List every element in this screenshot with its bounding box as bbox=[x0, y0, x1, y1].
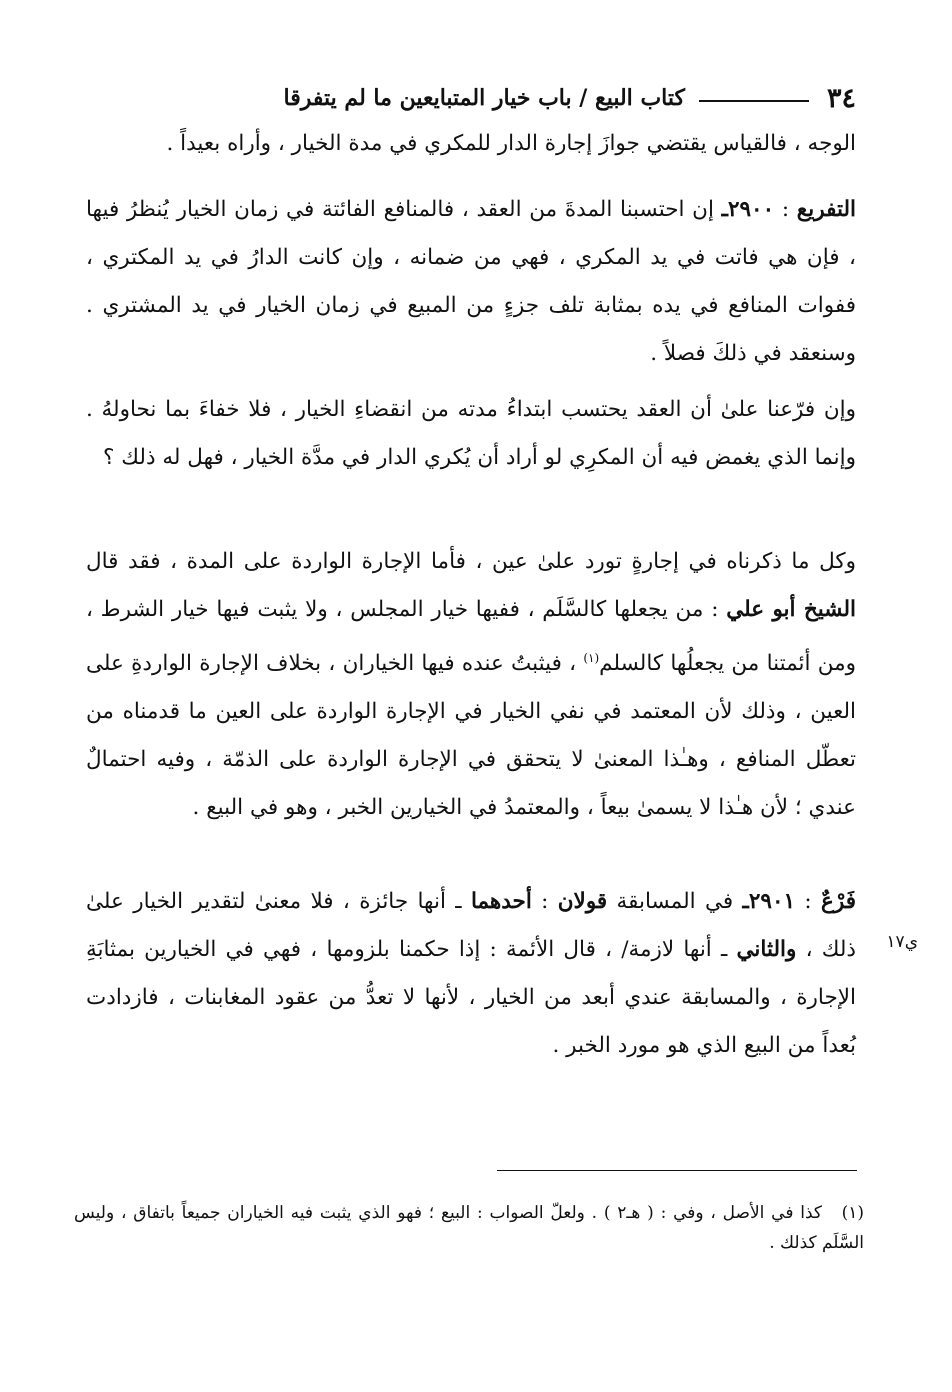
header-rule bbox=[699, 100, 809, 102]
section-term: التفريع bbox=[796, 197, 856, 222]
scholar-name: الشيخ أبو علي bbox=[726, 597, 856, 622]
footnote-text: كذا في الأصل ، وفي : ( هـ٢ ) . ولعلّ الصواب : البيع ؛ فهو الذي يثبت فيه الخياران جميعاً باتفاق ، وليس السَّلَم كذلك . bbox=[74, 1203, 864, 1253]
paragraph-text: وإن فرّعنا علىٰ أن العقد يحتسب ابتداءُ مدته من انقضاءِ الخيار ، فلا خفاءَ بما نحاولهُ . وإنما الذي يغمض فيه أن المكرِي لو أراد أن يُكري الدار في مدَّة الخيار ، فهل له ذلك ؟ bbox=[86, 397, 856, 470]
paragraph-tafri bbox=[86, 186, 856, 378]
paragraph-text: ، فيثبتُ عنده فيها الخياران ، بخلاف الإجارة الواردةِ على العين ، وذلك لأن المعتمد في نفي الخيار في الإجارة الواردة على العين ما قدمناه من تعطّل المنافع ، وهـٰذا المعنىٰ لا يتحقق في الإجارة الواردة على الذمّة ، وفيه احتمالٌ عندي ؛ لأن هـٰذا لا يسمىٰ بيعاً ، والمعتمدُ في الخيارين الخبر ، وهو في البيع . bbox=[86, 651, 856, 821]
bold-term: والثاني bbox=[736, 937, 797, 962]
section-number: ٢٩٠٠ـ bbox=[721, 197, 775, 222]
section-number: ٢٩٠١ـ bbox=[742, 889, 796, 914]
term-separator: : bbox=[774, 197, 797, 222]
footnote-reference[interactable]: (١) bbox=[583, 651, 600, 665]
footnote bbox=[74, 1198, 864, 1258]
page-number: ٣٤ bbox=[826, 82, 856, 114]
running-title: كتاب البيع / باب خيار المتبايعين ما لم يتفرقا bbox=[283, 85, 685, 111]
paragraph-fara bbox=[86, 386, 856, 482]
footnote-rule bbox=[497, 1170, 857, 1171]
paragraph-continuation bbox=[86, 120, 856, 168]
paragraph-text: ـ أنها جائزة ، فلا معنىٰ لتقدير الخيار علىٰ ذلك ، bbox=[86, 889, 856, 962]
page-header bbox=[76, 78, 856, 118]
paragraph-text: وكل ما ذكرناه في إجارةٍ تورد علىٰ عين ، فأما الإجارة الواردة على المدة ، فقد قال bbox=[86, 549, 856, 574]
footnote-number: (١) bbox=[841, 1203, 864, 1223]
paragraph-ijara bbox=[86, 538, 856, 832]
paragraph-text: في المسابقة bbox=[607, 889, 743, 914]
paragraph-musabaqa bbox=[86, 878, 856, 1070]
section-term: فَرْعٌ bbox=[821, 889, 856, 914]
bold-term: أحدهما bbox=[470, 889, 532, 914]
paragraph-text: : bbox=[531, 889, 558, 914]
margin-note: ي١٧ bbox=[886, 932, 918, 952]
paragraph-text: إن احتسبنا المدةَ من العقد ، فالمنافع الفائتة في زمان الخيار يُنظرُ فيها ، فإن هي فاتت في يد المكري ، فهي من ضمانه ، وإن كانت الدارُ في يد المكتري ، ففوات المنافع في يده بمثابة تلف جزءٍ من المبيع في زمان الخيار في يد المشتري . وسنعقد في ذلكَ فصلاً . bbox=[86, 197, 856, 366]
paragraph-text: الوجه ، فالقياس يقتضي جوازَ إجارة الدار للمكري في مدة الخيار ، وأراه بعيداً . bbox=[166, 131, 856, 156]
paragraph-text: ـ أنها لازمة/ ، قال الأئمة : إذا حكمنا بلزومها ، فهي في الخيارين بمثابَةِ الإجارة ، والمسابقة عندي أبعد من الخيار ، لأنها لا تعدُّ من عقود المغابنات ، فازدادت بُعداً من البيع الذي هو مورد الخبر . bbox=[86, 937, 856, 1058]
paragraph-text: : من يجعلها كالسَّلَم ، ففيها خيار المجلس ، ولا يثبت فيها خيار الشرط ، ومن أئمتنا من يجعلُها كالسلم bbox=[86, 597, 857, 677]
bold-term: قولان bbox=[557, 889, 608, 914]
term-separator: : bbox=[795, 889, 821, 914]
